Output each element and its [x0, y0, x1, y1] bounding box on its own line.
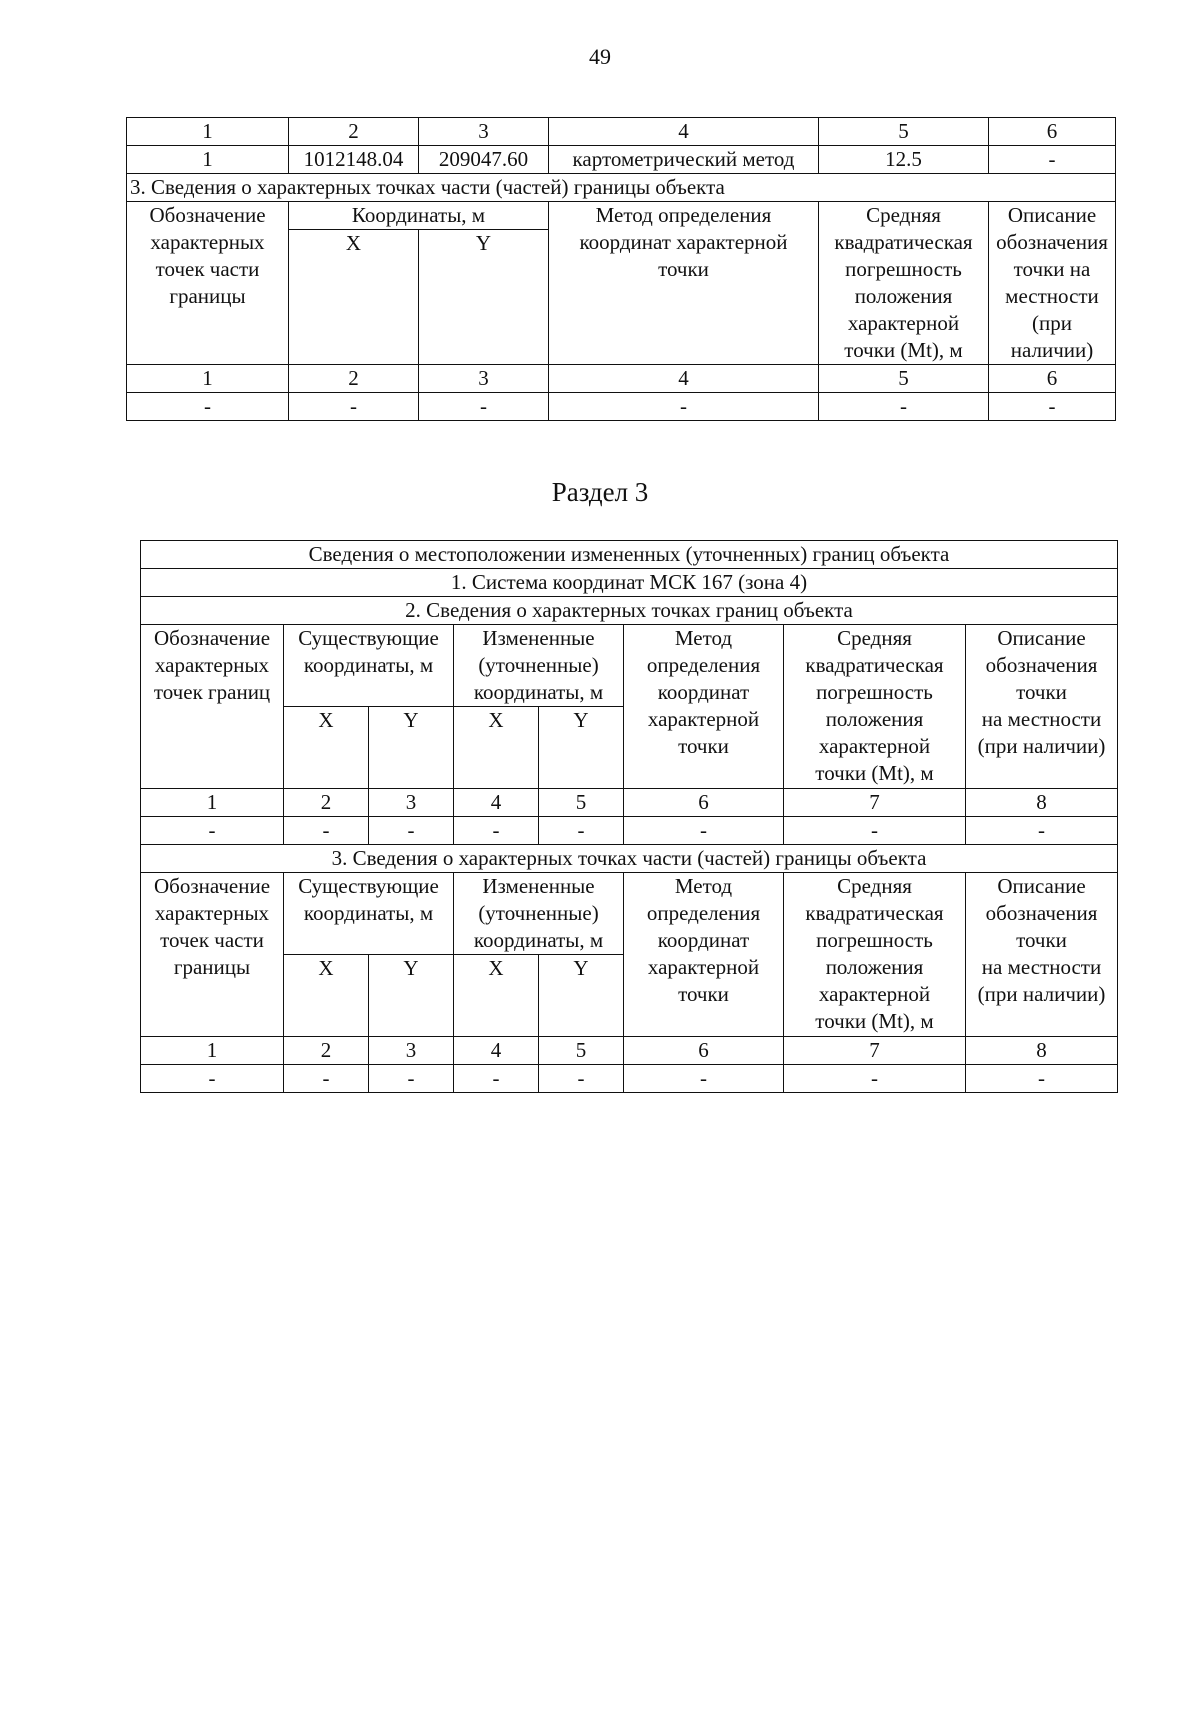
- header-designation: Обозначение характерных точек части границы: [127, 202, 289, 365]
- empty-cell: -: [454, 817, 539, 845]
- column-number-row: [141, 1037, 1118, 1065]
- empty-cell: -: [784, 1065, 966, 1093]
- colnum-cell: 6: [989, 118, 1116, 146]
- colnum-cell: 6: [624, 789, 784, 817]
- header-method: Метод определения координат характерной точки: [624, 873, 784, 1037]
- section-title: Раздел 3: [551, 477, 649, 507]
- changed-boundaries-table: [140, 540, 1118, 1093]
- empty-cell: -: [127, 393, 289, 421]
- colnum-cell: 4: [549, 365, 819, 393]
- description-value: -: [989, 146, 1116, 174]
- header-x: X: [454, 955, 539, 1037]
- header-y: Y: [539, 707, 624, 789]
- error-value: 12.5: [819, 146, 989, 174]
- coord-system-row: [141, 569, 1118, 597]
- empty-cell: -: [624, 817, 784, 845]
- section-heading: 2. Сведения о характерных точках границ объекта: [141, 597, 1118, 625]
- colnum-cell: 8: [966, 1037, 1118, 1065]
- colnum-cell: 3: [419, 365, 549, 393]
- empty-cell: -: [539, 1065, 624, 1093]
- colnum-cell: 1: [141, 789, 284, 817]
- empty-cell: -: [819, 393, 989, 421]
- header-method: Метод определения координат характерной точки: [549, 202, 819, 365]
- empty-cell: -: [784, 817, 966, 845]
- table-row: [141, 817, 1118, 845]
- header-y: Y: [369, 955, 454, 1037]
- header-x: X: [284, 955, 369, 1037]
- table-row: [127, 146, 1116, 174]
- empty-cell: -: [284, 1065, 369, 1093]
- header-designation: Обозначение характерных точек границ: [141, 625, 284, 789]
- point-number: 1: [127, 146, 289, 174]
- colnum-cell: 6: [989, 365, 1116, 393]
- header-description: Описание обозначения точки на местности (при наличии): [989, 202, 1116, 365]
- header-x: X: [284, 707, 369, 789]
- colnum-cell: 1: [127, 118, 289, 146]
- header-method: Метод определения координат характерной точки: [624, 625, 784, 789]
- method-value: картометрический метод: [549, 146, 819, 174]
- header-changed: Измененные (уточненные) координаты, м: [454, 625, 624, 707]
- header-existing: Существующие координаты, м: [284, 625, 454, 707]
- page-number: 49: [589, 44, 611, 69]
- empty-cell: -: [966, 817, 1118, 845]
- colnum-cell: 1: [141, 1037, 284, 1065]
- header-row: [141, 625, 1118, 707]
- header-x: X: [454, 707, 539, 789]
- colnum-cell: 4: [454, 1037, 539, 1065]
- colnum-cell: 5: [539, 789, 624, 817]
- colnum-cell: 5: [819, 118, 989, 146]
- colnum-cell: 2: [284, 789, 369, 817]
- colnum-cell: 3: [369, 789, 454, 817]
- table-title-row: [141, 541, 1118, 569]
- section-heading-row: [141, 845, 1118, 873]
- column-number-row: [127, 365, 1116, 393]
- header-error: Средняя квадратическая погрешность положения характерной точки (Mt), м: [819, 202, 989, 365]
- coord-y: 209047.60: [419, 146, 549, 174]
- empty-cell: -: [284, 817, 369, 845]
- empty-cell: -: [539, 817, 624, 845]
- colnum-cell: 2: [289, 118, 419, 146]
- header-y: Y: [419, 230, 549, 365]
- header-description: Описание обозначения точки на местности (при наличии): [966, 625, 1118, 789]
- empty-cell: -: [369, 1065, 454, 1093]
- colnum-cell: 3: [419, 118, 549, 146]
- column-number-row: [127, 118, 1116, 146]
- table-title: Сведения о местоположении измененных (уточненных) границ объекта: [141, 541, 1118, 569]
- colnum-cell: 4: [549, 118, 819, 146]
- header-error: Средняя квадратическая погрешность положения характерной точки (Mt), м: [784, 873, 966, 1037]
- header-coords: Координаты, м: [289, 202, 549, 230]
- colnum-cell: 8: [966, 789, 1118, 817]
- empty-cell: -: [454, 1065, 539, 1093]
- colnum-cell: 1: [127, 365, 289, 393]
- coord-system: 1. Система координат МСК 167 (зона 4): [141, 569, 1118, 597]
- section-heading: 3. Сведения о характерных точках части (частей) границы объекта: [141, 845, 1118, 873]
- empty-cell: -: [141, 1065, 284, 1093]
- header-row: [127, 202, 1116, 230]
- header-changed: Измененные (уточненные) координаты, м: [454, 873, 624, 955]
- empty-cell: -: [966, 1065, 1118, 1093]
- empty-cell: -: [549, 393, 819, 421]
- colnum-cell: 2: [289, 365, 419, 393]
- header-description: Описание обозначения точки на местности (при наличии): [966, 873, 1118, 1037]
- header-error: Средняя квадратическая погрешность положения характерной точки (Mt), м: [784, 625, 966, 789]
- colnum-cell: 5: [819, 365, 989, 393]
- empty-cell: -: [624, 1065, 784, 1093]
- section-heading-row: [127, 174, 1116, 202]
- colnum-cell: 3: [369, 1037, 454, 1065]
- empty-cell: -: [419, 393, 549, 421]
- header-existing: Существующие координаты, м: [284, 873, 454, 955]
- section-heading-row: [141, 597, 1118, 625]
- colnum-cell: 7: [784, 1037, 966, 1065]
- empty-cell: -: [369, 817, 454, 845]
- table-row: [141, 1065, 1118, 1093]
- colnum-cell: 7: [784, 789, 966, 817]
- header-x: X: [289, 230, 419, 365]
- colnum-cell: 6: [624, 1037, 784, 1065]
- colnum-cell: 4: [454, 789, 539, 817]
- coordinates-table-part: [126, 117, 1116, 421]
- header-row: [141, 873, 1118, 955]
- header-designation: Обозначение характерных точек части границы: [141, 873, 284, 1037]
- empty-cell: -: [989, 393, 1116, 421]
- coord-x: 1012148.04: [289, 146, 419, 174]
- empty-cell: -: [289, 393, 419, 421]
- header-y: Y: [539, 955, 624, 1037]
- column-number-row: [141, 789, 1118, 817]
- section-heading: 3. Сведения о характерных точках части (частей) границы объекта: [127, 174, 1116, 202]
- colnum-cell: 2: [284, 1037, 369, 1065]
- empty-cell: -: [141, 817, 284, 845]
- table-row: [127, 393, 1116, 421]
- colnum-cell: 5: [539, 1037, 624, 1065]
- header-y: Y: [369, 707, 454, 789]
